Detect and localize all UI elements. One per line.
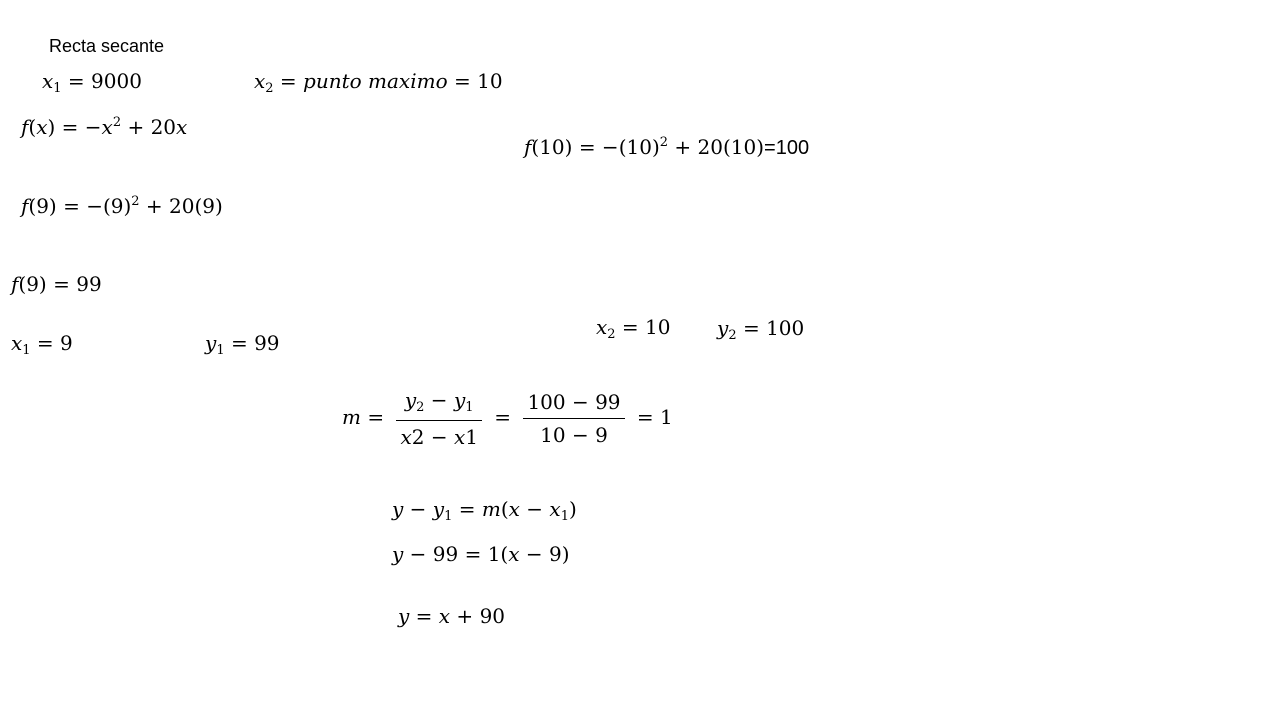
equation-x1-initial: $x_1 = 9000$ — [42, 69, 142, 96]
equation-y1: $y_1 = 99$ — [205, 331, 280, 358]
equation-f10: $f(10) = -(10)^2 + 20(10)=100$ — [524, 135, 810, 159]
slope-numeric-fraction — [523, 392, 624, 445]
x2-max-value: 10 — [477, 69, 503, 93]
slope-value: 1 — [660, 405, 673, 429]
equation-f9-value: f(9) = 99 — [11, 272, 102, 296]
equation-f9-expression: $f(9) = -(9)^2 + 20(9)$ — [21, 194, 223, 218]
equation-point-slope-form: $y - y_1 = m(x - x_1)$ — [392, 497, 577, 524]
line-constant: 90 — [479, 604, 506, 628]
equation-point-slope-substituted: y − 99 = 1(x − 9) — [392, 542, 570, 566]
x2-value: 10 — [645, 315, 671, 339]
f9-value: 99 — [76, 272, 102, 296]
equation-slope: m = $\frac{y_2 - y_1}{x2 - x1}$ = $\frac{100 - 99}{10 - 9}$ = 1 — [342, 388, 673, 449]
equation-x2-max: $x_2$ = punto maximo = 10 — [254, 69, 503, 96]
y1-value: 99 — [254, 331, 280, 355]
x1-initial-value: 9000 — [91, 69, 142, 93]
x2-label: punto maximo — [303, 69, 448, 93]
equation-x2: $x_2 = 10$ — [596, 315, 671, 342]
equation-function: $f(x) = -x^2 + 20x$ — [21, 115, 188, 139]
slope-numerator: 100 − 99 — [523, 392, 624, 419]
equation-x1: $x_1 = 9$ — [11, 331, 73, 358]
y2-value: 100 — [766, 316, 805, 340]
equation-y2: $y_2 = 100$ — [717, 316, 805, 343]
f10-result: =100 — [764, 137, 810, 159]
slope-formula-fraction: $\frac{y_2 - y_1}{x2 - x1}$ — [396, 390, 482, 447]
slope-denominator: 10 − 9 — [540, 423, 608, 447]
equation-secant-line: y = x + 90 — [398, 604, 506, 628]
slide-title: Recta secante — [49, 36, 165, 56]
x1-value: 9 — [60, 331, 73, 355]
